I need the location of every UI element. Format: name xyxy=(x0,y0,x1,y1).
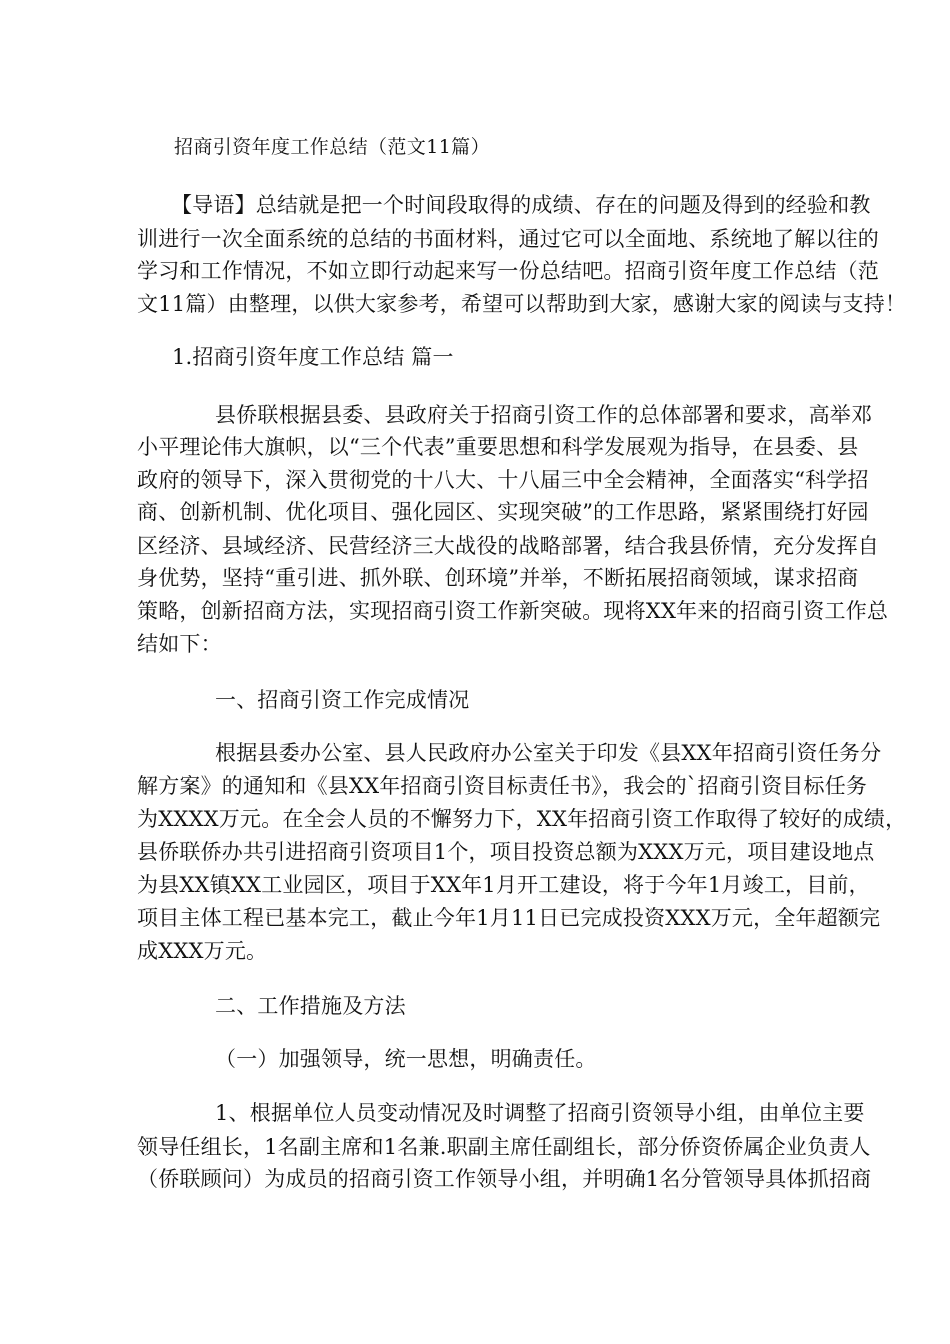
section-heading: 一、招商引资工作完成情况 xyxy=(215,688,470,712)
paragraph-line: 小平理论伟大旗帜，以“三个代表”重要思想和科学发展观为指导，在县委、县 xyxy=(137,435,859,459)
paragraph-line: 县侨联侨办共引进招商引资项目1个，项目投资总额为XXX万元，项目建设地点 xyxy=(137,840,875,864)
paragraph-line: 结如下： xyxy=(137,632,222,656)
section-heading: 二、工作措施及方法 xyxy=(215,994,406,1018)
sub-heading: （一）加强领导，统一思想，明确责任。 xyxy=(215,1047,597,1071)
paragraph-line: 策略，创新招商方法，实现招商引资工作新突破。现将XX年来的招商引资工作总 xyxy=(137,599,889,623)
paragraph-line: 政府的领导下，深入贯彻党的十八大、十八届三中全会精神，全面落实“科学招 xyxy=(137,468,869,492)
document-title: 招商引资年度工作总结（范文11篇） xyxy=(174,136,490,158)
intro-line: 【导语】总结就是把一个时间段取得的成绩、存在的问题及得到的经验和教 xyxy=(171,193,871,217)
paragraph-line: 根据县委办公室、县人民政府办公室关于印发《县XX年招商引资任务分 xyxy=(215,741,882,765)
paragraph-line: 1、根据单位人员变动情况及时调整了招商引资领导小组，由单位主要 xyxy=(215,1101,865,1125)
paragraph-line: 区经济、县域经济、民营经济三大战役的战略部署，结合我县侨情，充分发挥自 xyxy=(137,534,879,558)
intro-line: 训进行一次全面系统的总结的书面材料，通过它可以全面地、系统地了解以往的 xyxy=(137,227,879,251)
paragraph-line: 为县XX镇XX工业园区，项目于XX年1月开工建设，将于今年1月竣工，目前， xyxy=(137,873,870,897)
paragraph-line: 县侨联根据县委、县政府关于招商引资工作的总体部署和要求，高举邓 xyxy=(215,403,873,427)
paragraph-line: 项目主体工程已基本完工，截止今年1月11日已完成投资XXX万元，全年超额完 xyxy=(137,906,881,930)
paragraph-line: 领导任组长，1名副主席和1名兼.职副主席任副组长，部分侨资侨属企业负责人 xyxy=(137,1135,871,1159)
paragraph-line: 成XXX万元。 xyxy=(137,939,268,963)
paragraph-line: （侨联顾问）为成员的招商引资工作领导小组，并明确1名分管领导具体抓招商 xyxy=(137,1167,872,1191)
intro-line: 文11篇）由整理，以供大家参考，希望可以帮助到大家，感谢大家的阅读与支持！ xyxy=(137,292,907,316)
section-heading: 1.招商引资年度工作总结 篇一 xyxy=(172,345,454,369)
paragraph-line: 商、创新机制、优化项目、强化园区、实现突破”的工作思路，紧紧围绕打好园 xyxy=(137,500,869,524)
paragraph-line: 身优势，坚持“重引进、抓外联、创环境”并举，不断拓展招商领域，谋求招商 xyxy=(137,566,859,590)
intro-line: 学习和工作情况，不如立即行动起来写一份总结吧。招商引资年度工作总结（范 xyxy=(137,259,879,283)
paragraph-line: 为XXXX万元。在全会人员的不懈努力下，XX年招商引资工作取得了较好的成绩， xyxy=(137,807,907,831)
paragraph-line: 解方案》的通知和《县XX年招商引资目标责任书》，我会的`招商引资目标任务 xyxy=(137,774,868,798)
